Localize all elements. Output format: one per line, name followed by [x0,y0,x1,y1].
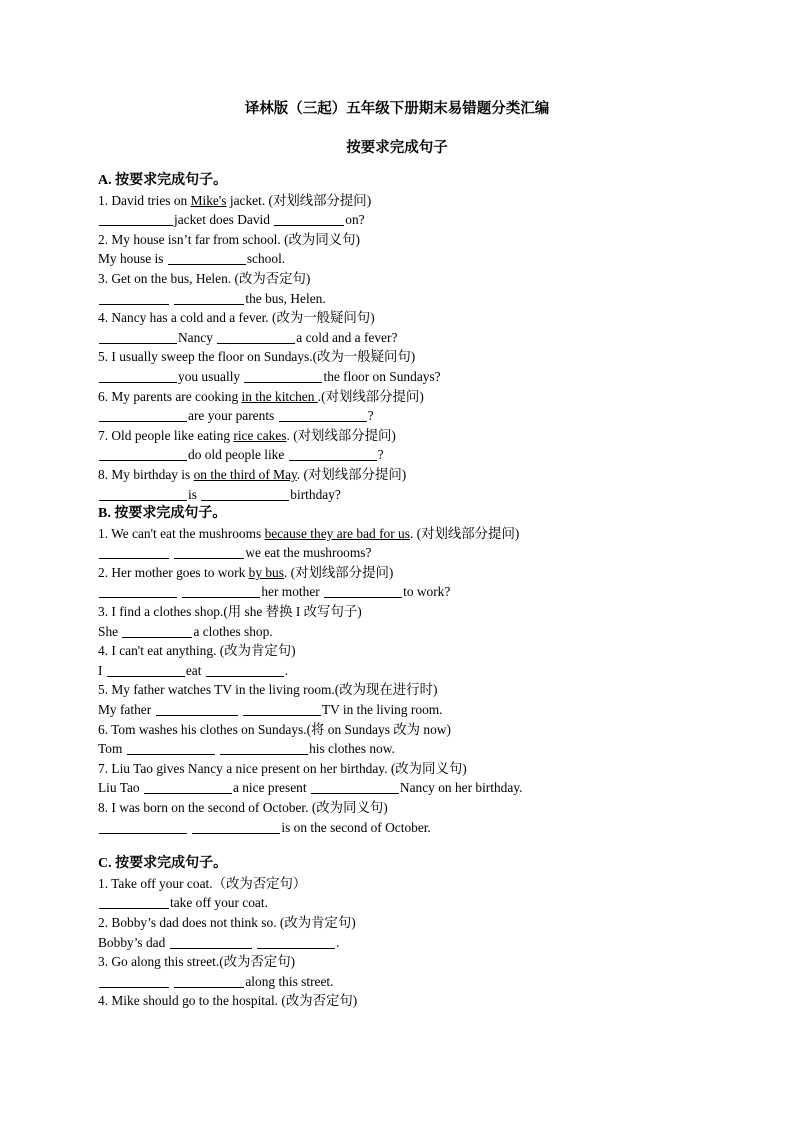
question-a3: 3. Get on the bus, Helen. (改为否定句) [98,270,311,286]
answer-blank[interactable] [144,780,232,794]
answer-c3: along this street. [98,972,758,992]
answer-a5: you usually the floor on Sundays? [98,367,758,387]
question-a4: 4. Nancy has a cold and a fever. (改为一般疑问句) [98,310,375,326]
answer-blank[interactable] [244,369,322,383]
answer-c1: take off your coat. [98,893,758,913]
answer-blank[interactable] [127,741,215,755]
question-a1: 1. David tries on Mike's jacket. (对划线部分提问) [98,192,372,208]
answer-blank[interactable] [99,212,173,226]
answer-blank[interactable] [324,584,402,598]
question-c2: 2. Bobby’s dad does not think so. (改为肯定句) [98,914,356,930]
answer-blank[interactable] [107,663,185,677]
answer-blank[interactable] [174,545,244,559]
answer-a4: Nancy a cold and a fever? [98,328,758,348]
answer-blank[interactable] [99,545,169,559]
section-a-heading: A. 按要求完成句子。 [98,173,228,188]
answer-blank[interactable] [99,895,169,909]
answer-blank[interactable] [99,974,169,988]
answer-blank[interactable] [289,447,377,461]
answer-blank[interactable] [99,369,177,383]
answer-blank[interactable] [99,584,177,598]
answer-a2: My house is school. [98,251,286,267]
section-b-heading: B. 按要求完成句子。 [98,506,227,522]
answer-blank[interactable] [206,663,284,677]
answer-blank[interactable] [274,212,344,226]
answer-blank[interactable] [99,330,177,344]
question-b7: 7. Liu Tao gives Nancy a nice present on her birthday. (改为同义句) [98,760,467,776]
question-a2: 2. My house isn’t far from school. (改为同义句) [98,231,360,247]
answer-a7: do old people like ? [98,445,758,465]
question-a6: 6. My parents are cooking in the kitchen .(对划线部分提问) [98,388,424,404]
question-b4: 4. I can't eat anything. (改为肯定句) [98,643,296,659]
question-b5: 5. My father watches TV in the living room.(改为现在进行时) [98,682,438,698]
answer-b1: we eat the mushrooms? [98,543,758,563]
answer-blank[interactable] [311,780,399,794]
answer-b6: Tom his clothes now. [98,741,395,757]
answer-a3: the bus, Helen. [98,289,758,309]
question-b1: 1. We can't eat the mushrooms because they are bad for us. (对划线部分提问) [98,525,520,541]
question-b2: 2. Her mother goes to work by bus. (对划线部分提问) [98,564,394,580]
document-title: 译林版（三起）五年级下册期末易错题分类汇编 [244,101,550,117]
question-b8: 8. I was born on the second of October. (改为同义句) [98,800,388,815]
answer-b4: I eat . [98,662,289,678]
answer-blank[interactable] [99,291,169,305]
answer-blank[interactable] [122,624,192,638]
question-b6: 6. Tom washes his clothes on Sundays.(将 on Sundays 改为 now) [98,721,451,737]
answer-blank[interactable] [182,584,260,598]
answer-blank[interactable] [99,408,187,422]
answer-blank[interactable] [99,447,187,461]
answer-a1: jacket does David on? [98,210,758,230]
answer-a8: is birthday? [98,485,758,505]
question-b3: 3. I find a clothes shop.(用 she 替换 I 改写句子) [98,604,362,620]
answer-blank[interactable] [99,820,187,834]
answer-b3: She a clothes shop. [98,623,273,639]
answer-c2: Bobby’s dad . [98,934,340,950]
section-gap [98,837,758,854]
answer-blank[interactable] [243,702,321,716]
answer-blank[interactable] [201,487,289,501]
worksheet-content [98,171,758,1011]
question-c1: 1. Take off your coat.（改为否定句） [98,875,307,891]
answer-blank[interactable] [99,487,187,501]
answer-blank[interactable] [174,291,244,305]
answer-blank[interactable] [220,741,308,755]
answer-blank[interactable] [217,330,295,344]
answer-blank[interactable] [279,408,367,422]
question-a8: 8. My birthday is on the third of May. (对划线部分提问) [98,466,407,482]
answer-a6: are your parents ? [98,406,758,426]
question-a7: 7. Old people like eating rice cakes. (对划线部分提问) [98,427,396,443]
answer-b2: her mother to work? [98,582,758,602]
question-a5: 5. I usually sweep the floor on Sundays.(改为一般疑问句) [98,349,416,365]
answer-blank[interactable] [156,702,238,716]
answer-blank[interactable] [174,974,244,988]
answer-blank[interactable] [257,935,335,949]
answer-blank[interactable] [168,251,246,265]
answer-b5: My father TV in the living room. [98,702,443,718]
answer-blank[interactable] [170,935,252,949]
answer-b7: Liu Tao a nice present Nancy on her birthday. [98,780,523,796]
question-c4: 4. Mike should go to the hospital. (改为否定句) [98,993,358,1009]
section-c-heading: C. 按要求完成句子。 [98,856,228,872]
answer-blank[interactable] [192,820,280,834]
answer-b8: is on the second of October. [98,818,758,838]
question-c3: 3. Go along this street.(改为否定句) [98,954,296,970]
document-subtitle: 按要求完成句子 [346,140,448,156]
